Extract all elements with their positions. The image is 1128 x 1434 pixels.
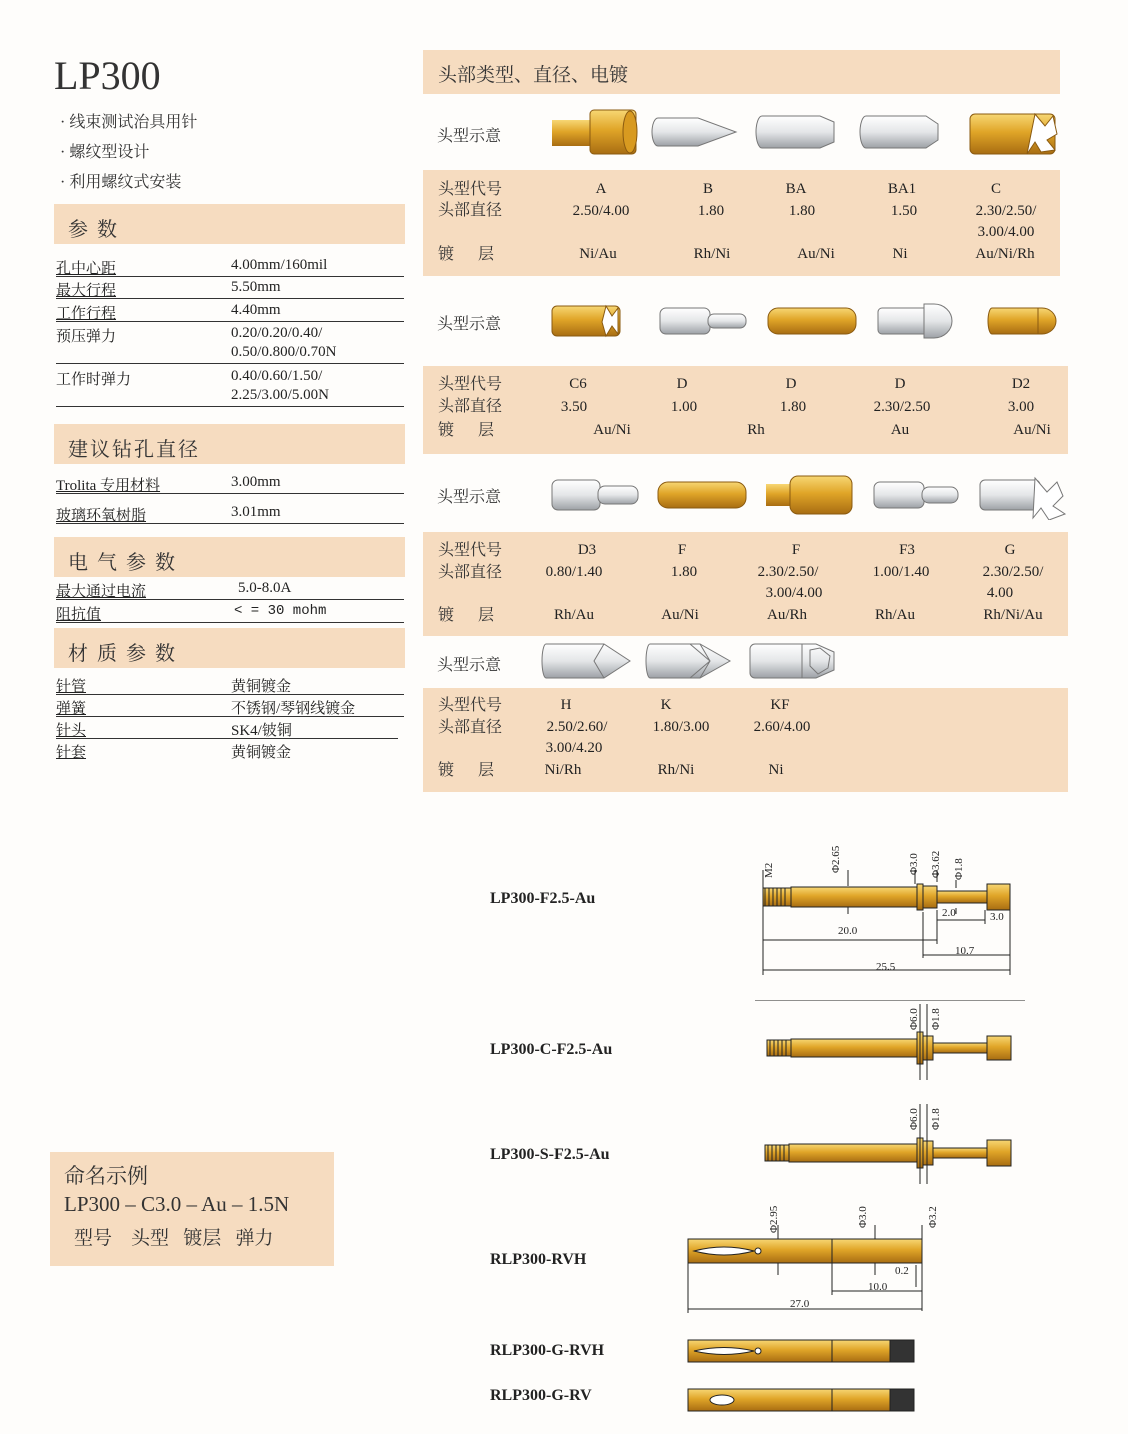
material-row: 针套 黄铜镀金 — [56, 745, 292, 761]
shape-label: 头型示意 — [437, 316, 502, 333]
head-code: D2 — [1011, 376, 1031, 392]
model-label: RLP300-RVH — [490, 1251, 587, 1268]
shape-label: 头型示意 — [437, 128, 502, 145]
probe-body — [765, 1138, 1011, 1168]
param-row: 工作时弹力 0.40/0.60/1.50/ 2.25/3.00/5.00N — [56, 368, 404, 407]
head-code: C — [990, 181, 1001, 197]
plating-label: 镀 层 — [438, 607, 495, 624]
drawing-f25 — [755, 840, 1025, 980]
dim-label: 25.5 — [876, 961, 896, 973]
feature-item: · 利用螺纹式安装 — [60, 174, 182, 191]
head-shape-f3 — [874, 482, 958, 508]
code-label: 头型代号 — [438, 542, 503, 559]
drawing-g-rv — [680, 1383, 930, 1415]
dim-label: 10.7 — [955, 945, 975, 957]
head-plating: Ni/Au — [579, 246, 617, 262]
electric-title: 电 气 参 数 — [68, 552, 177, 574]
head-dia: 2.50/2.60/ — [546, 719, 608, 735]
probe-body — [688, 1389, 914, 1411]
head-shape-c — [970, 114, 1057, 154]
head-plating: Rh/Ni/Au — [983, 607, 1043, 623]
head-dia: 3.00/4.00 — [765, 585, 823, 601]
drawing-sf — [755, 1100, 1025, 1190]
head-plating: Ni — [768, 762, 784, 778]
head-shape-c6 — [552, 306, 620, 336]
head-dia: 3.50 — [560, 399, 588, 415]
model-label: RLP300-G-RV — [490, 1387, 592, 1404]
code-label: 头型代号 — [438, 697, 503, 714]
probe-body — [763, 884, 1010, 910]
dim-label: Φ3.2 — [927, 1206, 939, 1228]
naming-parts: 型号 头型 镀层 弹力 — [74, 1228, 274, 1249]
head-dia: 1.00 — [670, 399, 698, 415]
head-dia: 2.60/4.00 — [753, 719, 811, 735]
dia-label: 头部直径 — [438, 202, 503, 219]
head-shape-ba1 — [860, 116, 938, 148]
param-row: 最大行程 5.50mm — [56, 279, 404, 299]
head-plating: Rh/Ni — [657, 762, 695, 778]
head-dia: 2.30/2.50/ — [975, 203, 1037, 219]
head-dia: 3.00/4.20 — [545, 740, 603, 756]
head-shapes-row-1 — [540, 104, 1080, 160]
dim-label: Φ1.8 — [930, 1108, 942, 1130]
head-code: F — [791, 542, 801, 558]
head-shape-d-1 — [660, 308, 746, 334]
page-title: LP300 — [54, 53, 161, 98]
head-shape-d-3 — [878, 304, 952, 338]
head-dia: 1.00/1.40 — [872, 564, 930, 580]
probe-body — [688, 1239, 922, 1263]
param-row: 孔中心距 4.00mm/160mil — [56, 257, 404, 277]
param-row: 预压弹力 0.20/0.20/0.40/ 0.50/0.800/0.70N — [56, 325, 404, 364]
head-code: C6 — [569, 376, 587, 392]
head-shape-h — [542, 644, 630, 678]
dim-label: 0.2 — [895, 1265, 909, 1277]
probe-body — [688, 1340, 914, 1362]
head-code: BA1 — [887, 181, 917, 197]
drawing-cf — [755, 1000, 1025, 1090]
head-code: D3 — [577, 542, 597, 558]
head-shape-d2 — [988, 308, 1056, 334]
code-label: 头型代号 — [438, 376, 503, 393]
model-label: LP300-S-F2.5-Au — [490, 1146, 610, 1163]
feature-item: · 线束测试治具用针 — [60, 114, 198, 131]
head-dia: 1.80/3.00 — [652, 719, 710, 735]
head-dia: 1.80 — [670, 564, 698, 580]
head-plating: Au — [890, 422, 910, 438]
params-title: 参 数 — [68, 219, 119, 241]
head-plating: Rh/Ni — [693, 246, 731, 262]
material-title: 材 质 参 数 — [68, 643, 177, 665]
material-row: 针管 黄铜镀金 — [56, 675, 404, 695]
head-code: A — [595, 181, 607, 197]
head-dia: 3.00 — [1007, 399, 1035, 415]
feature-item: · 螺纹型设计 — [60, 144, 150, 161]
head-code: BA — [785, 181, 807, 197]
head-code: D — [785, 376, 797, 392]
drill-row: 玻璃环氧树脂 3.01mm — [56, 504, 404, 524]
dim-label: Φ3.62 — [930, 850, 942, 878]
head-plating: Ni/Rh — [544, 762, 582, 778]
dim-label: Φ3.0 — [908, 853, 920, 875]
shape-label: 头型示意 — [437, 657, 502, 674]
dim-label: 20.0 — [838, 925, 858, 937]
shape-label: 头型示意 — [437, 489, 502, 506]
dia-label: 头部直径 — [438, 564, 503, 581]
head-plating: Au/Rh — [766, 607, 807, 623]
dim-label: Φ1.8 — [953, 858, 965, 880]
head-code: B — [702, 181, 713, 197]
plating-label: 镀 层 — [438, 246, 495, 263]
head-dia: 0.80/1.40 — [545, 564, 603, 580]
naming-title: 命名示例 — [64, 1164, 148, 1188]
head-dia: 1.80 — [697, 203, 725, 219]
head-dia: 2.30/2.50 — [873, 399, 931, 415]
dim-label: Φ6.0 — [908, 1008, 920, 1030]
head-dia: 1.50 — [890, 203, 918, 219]
head-shape-d3 — [552, 480, 638, 510]
head-code: D — [894, 376, 906, 392]
dim-label: M2 — [763, 862, 775, 878]
head-plating: Rh/Au — [553, 607, 594, 623]
dia-label: 头部直径 — [438, 719, 503, 736]
head-shape-f-2 — [766, 476, 852, 514]
head-plating: Rh — [747, 422, 765, 438]
model-label: LP300-C-F2.5-Au — [490, 1041, 613, 1058]
head-shape-f-1 — [658, 482, 746, 508]
head-plating: Au/Ni — [1013, 422, 1051, 438]
head-plating: Au/Ni — [593, 422, 631, 438]
naming-example: LP300 – C3.0 – Au – 1.5N — [64, 1192, 290, 1216]
head-shape-b — [652, 118, 736, 146]
head-dia: 1.80 — [788, 203, 816, 219]
head-code: F3 — [899, 542, 915, 558]
electric-row: 最大通过电流 5.0-8.0A — [56, 580, 404, 600]
dim-label: 3.0 — [990, 911, 1004, 923]
head-shape-ba — [756, 116, 834, 148]
head-dia: 3.00/4.00 — [977, 224, 1035, 240]
head-plating: Au/Ni — [661, 607, 699, 623]
electric-row: 阻抗值 < = 30 mohm — [56, 603, 404, 623]
head-code: D — [676, 376, 688, 392]
head-code: KF — [770, 697, 790, 713]
head-plating: Rh/Au — [874, 607, 915, 623]
head-shape-k — [646, 644, 730, 678]
dim-label: Φ1.8 — [930, 1008, 942, 1030]
head-code: K — [660, 697, 672, 713]
drill-row: Trolita 专用材料 3.00mm — [56, 474, 404, 494]
dim-label: Φ2.65 — [830, 845, 842, 873]
head-shapes-row-2 — [540, 296, 1080, 346]
dia-label: 头部直径 — [438, 398, 503, 415]
dim-label: Φ2.95 — [768, 1205, 780, 1233]
dim-label: 10.0 — [868, 1281, 888, 1293]
plating-label: 镀 层 — [438, 422, 495, 439]
head-shapes-row-3 — [540, 470, 1080, 520]
drawing-g-rvh — [680, 1336, 930, 1368]
head-dia: 4.00 — [986, 585, 1014, 601]
material-row: 弹簧 不锈钢/琴钢线镀金 — [56, 697, 404, 717]
head-shape-d-2 — [768, 308, 856, 334]
model-label: LP300-F2.5-Au — [490, 890, 596, 907]
head-shape-g — [980, 478, 1065, 520]
head-code: F — [677, 542, 687, 558]
material-row: 针头 SK4/铍铜 — [56, 719, 398, 739]
head-dia: 2.30/2.50/ — [757, 564, 819, 580]
head-plating: Ni — [892, 246, 908, 262]
heads-title: 头部类型、直径、电镀 — [438, 65, 629, 86]
plating-label: 镀 层 — [438, 762, 495, 779]
head-code: G — [1004, 542, 1016, 558]
head-dia: 2.30/2.50/ — [982, 564, 1044, 580]
head-dia: 1.80 — [779, 399, 807, 415]
probe-body — [767, 1032, 1011, 1064]
head-shape-kf — [750, 644, 834, 678]
head-plating: Au/Ni/Rh — [975, 246, 1035, 262]
head-plating: Au/Ni — [797, 246, 835, 262]
head-code: H — [560, 697, 572, 713]
head-shapes-row-4 — [540, 636, 850, 686]
model-label: RLP300-G-RVH — [490, 1342, 605, 1359]
dim-label: 27.0 — [790, 1298, 810, 1310]
drill-title: 建议钻孔直径 — [68, 439, 200, 461]
dim-label: Φ6.0 — [908, 1108, 920, 1130]
dim-label: Φ3.0 — [857, 1206, 869, 1228]
dim-label: 2.0 — [942, 907, 956, 919]
head-dia: 2.50/4.00 — [572, 203, 630, 219]
feature-list — [60, 108, 197, 198]
drawing-rvh — [680, 1195, 960, 1320]
code-label: 头型代号 — [438, 181, 503, 198]
head-shape-a — [552, 110, 637, 154]
param-row: 工作行程 4.40mm — [56, 302, 404, 322]
